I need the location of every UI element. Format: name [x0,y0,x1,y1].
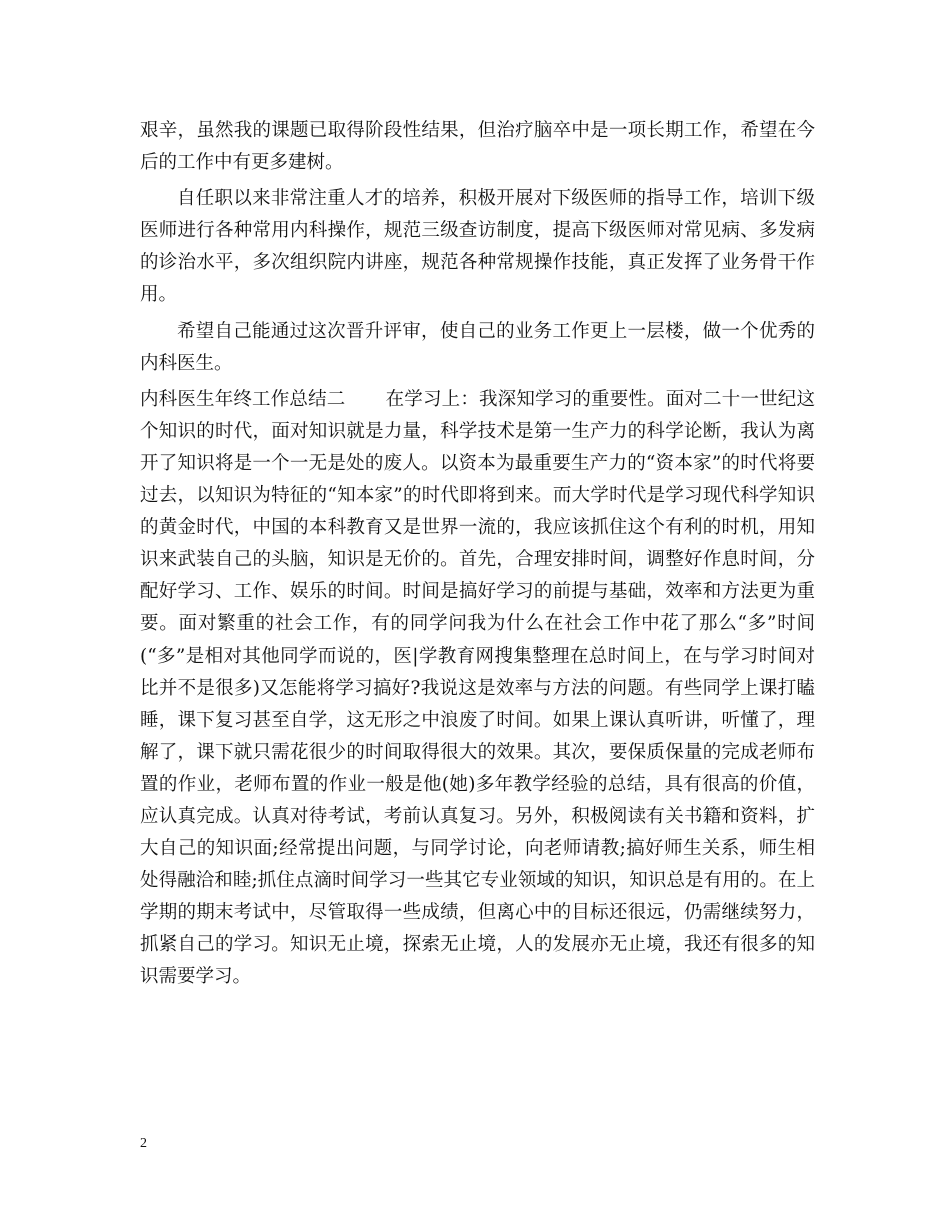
paragraph-continuation: 艰辛，虽然我的课题已取得阶段性结果，但治疗脑卒中是一项长期工作，希望在今后的工作中有更多建树。 [140,120,815,174]
document-body [140,115,815,994]
page-number: 2 [140,1136,147,1151]
paragraph-promotion: 希望自己能通过这次晋升评审，使自己的业务工作更上一层楼，做一个优秀的内科医生。 [140,320,815,374]
section-title: 内科医生年终工作总结二 [140,388,346,410]
paragraph-training: 自任职以来非常注重人才的培养，积极开展对下级医师的指导工作，培训下级医师进行各种常用内科操作，规范三级查访制度，提高下级医师对常见病、多发病的诊治水平，多次组织院内讲座，规范各种常规操作技能，真正发挥了业务骨干作用。 [140,188,815,306]
section-paragraph [140,384,815,994]
section-body: 在学习上：我深知学习的重要性。面对二十一世纪这个知识的时代，面对知识就是力量，科学技术是第一生产力的科学论断，我认为离开了知识将是一个一无是处的废人。以资本为最重要生产力的“资本家”的时代将要过去，以知识为特征的“知本家”的时代即将到来。而大学时代是学习现代科学知识的黄金时代，中国的本科教育又是世界一流的，我应该抓住这个有利的时机，用知识来武装自己的头脑，知识是无价的。首先，合理安排时间，调整好作息时间，分配好学习、工作、娱乐的时间。时间是搞好学习的前提与基础，效率和方法更为重要。面对繁重的社会工作，有的同学问我为什么在社会工作中花了那么“多”时间(“多”是相对其他同学而说的，医|学教育网搜集整理在总时间上，在与学习时间对比并不是很多)又怎能将学习搞好?我说这是效率与方法的问题。有些同学上课打瞌睡，课下复习甚至自学，这无形之中浪废了时间。如果上课认真听讲，听懂了，理解了，课下就只需花很少的时间取得很大的效果。其次，要保质保量的完成老师布置的作业，老师布置的作业一般是他(她)多年教学经验的总结，具有很高的价值，应认真完成。认真对待考试，考前认真复习。另外，积极阅读有关书籍和资料，扩大自己的知识面;经常提出问题，与同学讨论，向老师请教;搞好师生关系，师生相处得融洽和睦;抓住点滴时间学习一些其它专业领域的知识，知识总是有用的。在上学期的期末考试中，尽管取得一些成绩，但离心中的目标还很远，仍需继续努力，抓紧自己的学习。知识无止境，探索无止境，人的发展亦无止境，我还有很多的知识需要学习。 [140,388,815,988]
